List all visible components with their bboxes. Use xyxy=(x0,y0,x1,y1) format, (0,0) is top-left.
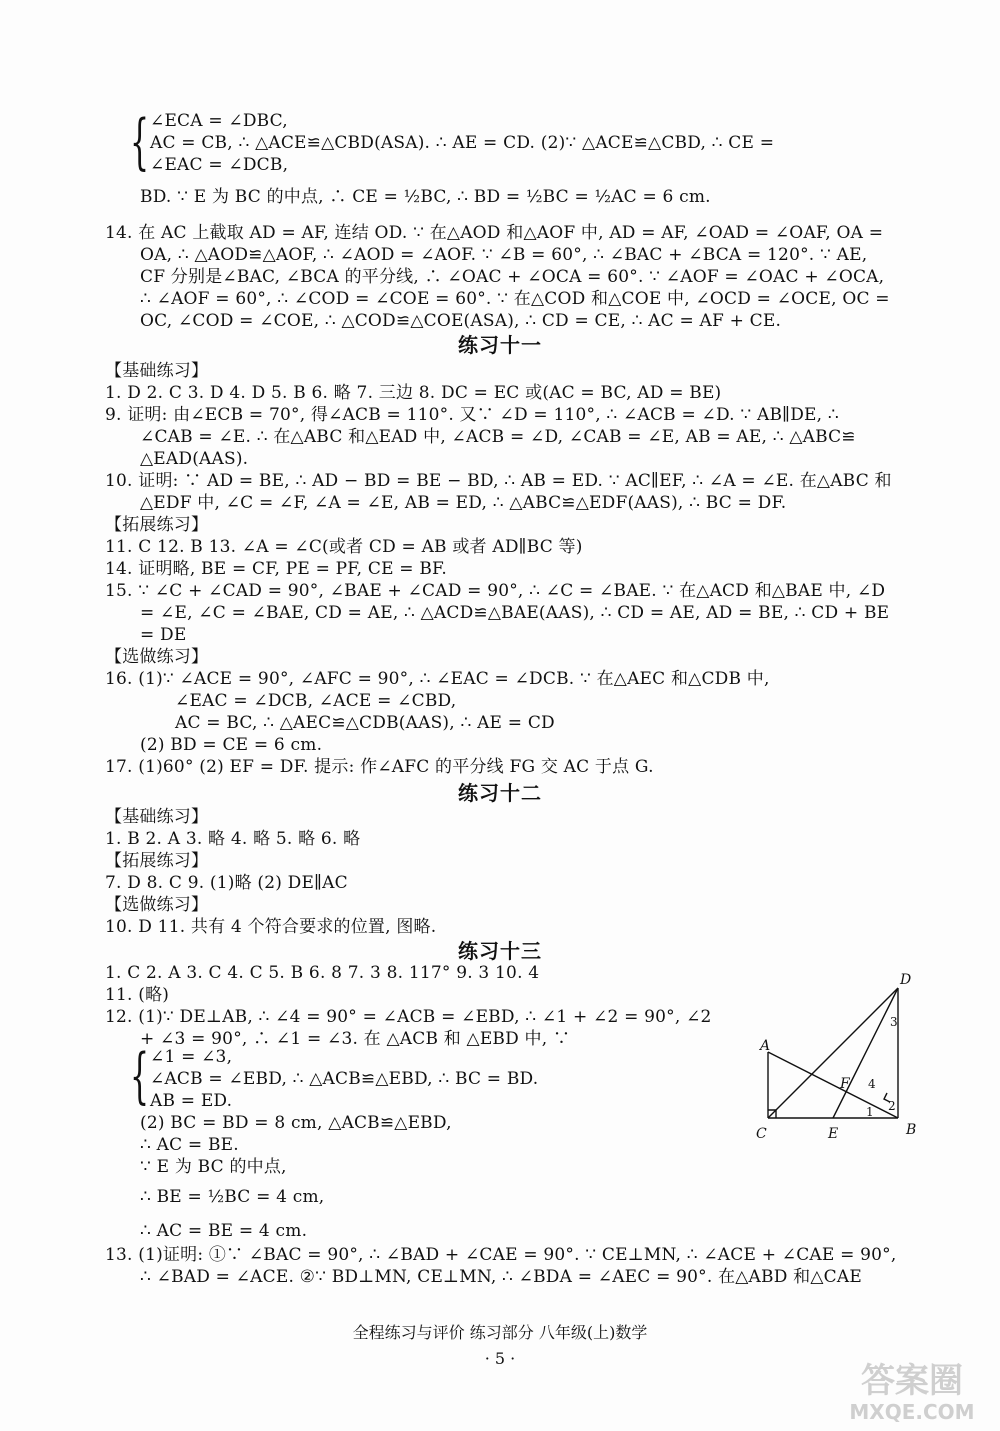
label-f: F xyxy=(840,1076,850,1092)
text-line: 12. (1)∵ DE⊥AB, ∴ ∠4 = 90° = ∠ACB = ∠EBD, ∴ ∠1 + ∠2 = 90°, ∠2 xyxy=(105,1007,712,1027)
subsection-heading: 【拓展练习】 xyxy=(105,515,209,535)
text-line: 15. ∵ ∠C + ∠CAD = 90°, ∠BAE + ∠CAD = 90°, ∴ ∠C = ∠BAE. ∵ 在△ACD 和△BAE 中, ∠D xyxy=(105,581,886,601)
text-line: 14. 证明略, BE = CF, PE = PF, CE = BF. xyxy=(105,559,447,579)
text-line: 10. 证明: ∵ AD = BE, ∴ AD − BD = BE − BD, ∴ AB = ED. ∵ AC∥EF, ∴ ∠A = ∠E. 在△ABC 和 xyxy=(105,471,892,491)
angle-label-3: 3 xyxy=(890,1015,898,1029)
text-line: 11. (略) xyxy=(105,985,170,1005)
text-line: = ∠E, ∠C = ∠BAE, CD = AE, ∴ △ACD≌△BAE(AAS), ∴ CD = AE, AD = BE, ∴ CD + BE xyxy=(140,603,890,623)
text-line: OA, ∴ △AOD≌△AOF, ∴ ∠AOD = ∠AOF. ∵ ∠B = 60°, ∴ ∠BAC + ∠BCA = 120°. ∵ AE, xyxy=(140,245,868,265)
page-number: · 5 · xyxy=(484,1349,516,1368)
label-d: D xyxy=(900,972,912,988)
brace: { xyxy=(130,1041,150,1111)
segment-ab xyxy=(768,1052,898,1118)
text-line: 16. (1)∵ ∠ACE = 90°, ∠AFC = 90°, ∴ ∠EAC = ∠DCB. ∵ 在△AEC 和△CDB 中, xyxy=(105,669,770,689)
text-line: ∴ ∠AOF = 60°, ∴ ∠COD = ∠COE = 60°. ∵ 在△COD 和△COE 中, ∠OCD = ∠OCE, OC = xyxy=(140,289,890,309)
section-title: 练习十一 xyxy=(458,333,542,357)
text-line: ∠EAC = ∠DCB, xyxy=(150,155,289,175)
subsection-heading: 【选做练习】 xyxy=(105,895,209,915)
text-line: 1. D 2. C 3. D 4. D 5. B 6. 略 7. 三边 8. DC = EC 或(AC = BC, AD = BE) xyxy=(105,383,722,403)
section-title: 练习十二 xyxy=(458,781,542,805)
watermark-url: MXQE.COM xyxy=(849,1400,975,1424)
text-line: △EDF 中, ∠C = ∠F, ∠A = ∠E, AB = ED, ∴ △ABC≌△EDF(AAS), ∴ BC = DF. xyxy=(140,493,787,513)
text-line: 17. (1)60° (2) EF = DF. 提示: 作∠AFC 的平分线 FG 交 AC 于点 G. xyxy=(105,757,654,777)
text-line: BD. ∵ E 为 BC 的中点, ∴ CE = ½BC, ∴ BD = ½BC = ½AC = 6 cm. xyxy=(140,187,711,207)
watermark-logo xyxy=(832,1361,992,1423)
text-line: OC, ∠COD = ∠COE, ∴ △COD≌△COE(ASA), ∴ CD = CE, ∴ AC = AF + CE. xyxy=(140,311,782,331)
text-line: ∴ ∠BAD = ∠ACE. ②∵ BD⊥MN, CE⊥MN, ∴ ∠BDA = ∠AEC = 90°. 在△ABD 和△CAE xyxy=(140,1267,862,1287)
footer-book-title: 全程练习与评价 练习部分 八年级(上)数学 xyxy=(352,1323,648,1342)
text-line: ∠CAB = ∠E. ∴ 在△ABC 和△EAD 中, ∠ACB = ∠D, ∠CAB = ∠E, AB = AE, ∴ △ABC≌ xyxy=(140,427,856,447)
text-line: AC = BC, ∴ △AEC≌△CDB(AAS), ∴ AE = CD xyxy=(175,713,555,733)
text-line: 1. C 2. A 3. C 4. C 5. B 6. 8 7. 3 8. 117° 9. 3 10. 4 xyxy=(105,963,540,983)
text-line: 14. 在 AC 上截取 AD = AF, 连结 OD. ∵ 在△AOD 和△AOF 中, AD = AF, ∠OAD = ∠OAF, OA = xyxy=(105,223,884,243)
angle-label-4: 4 xyxy=(868,1077,876,1091)
text-line: AB = ED. xyxy=(150,1091,233,1111)
text-line: (2) BC = BD = 8 cm, △ACB≌△EBD, xyxy=(140,1113,452,1133)
text-line: ∴ AC = BE = 4 cm. xyxy=(140,1221,308,1241)
text-line: ∴ BE = ½BC = 4 cm, xyxy=(140,1187,325,1207)
label-e: E xyxy=(828,1126,839,1142)
segment-cd xyxy=(768,988,898,1118)
brace: { xyxy=(130,107,150,177)
subsection-heading: 【基础练习】 xyxy=(105,807,209,827)
text-line: ∵ E 为 BC 的中点, xyxy=(140,1157,287,1177)
watermark-text: 答案圈 xyxy=(861,1361,963,1401)
subsection-heading: 【拓展练习】 xyxy=(105,851,209,871)
text-line: 10. D 11. 共有 4 个符合要求的位置, 图略. xyxy=(105,917,437,937)
text-line: 7. D 8. C 9. (1)略 (2) DE∥AC xyxy=(105,873,348,893)
geometry-figure xyxy=(748,968,928,1148)
text-line: ∠1 = ∠3, xyxy=(150,1047,233,1067)
text-line: = DE xyxy=(140,625,187,645)
text-line: 13. (1)证明: ①∵ ∠BAC = 90°, ∴ ∠BAD + ∠CAE = 90°. ∵ CE⊥MN, ∴ ∠ACE + ∠CAE = 90°, xyxy=(105,1245,897,1265)
subsection-heading: 【基础练习】 xyxy=(105,361,209,381)
text-line: ∴ AC = BE. xyxy=(140,1135,239,1155)
text-line: (2) BD = CE = 6 cm. xyxy=(140,735,323,755)
label-b: B xyxy=(906,1122,917,1138)
text-line: + ∠3 = 90°, ∴ ∠1 = ∠3. 在 △ACB 和 △EBD 中, ∵ xyxy=(140,1029,571,1049)
text-line: 1. B 2. A 3. 略 4. 略 5. 略 6. 略 xyxy=(105,829,361,849)
text-line: △EAD(AAS). xyxy=(140,449,249,469)
angle-label-1: 1 xyxy=(866,1105,874,1119)
section-title: 练习十三 xyxy=(458,939,542,963)
label-a: A xyxy=(760,1038,771,1054)
subsection-heading: 【选做练习】 xyxy=(105,647,209,667)
text-line: 11. C 12. B 13. ∠A = ∠C(或者 CD = AB 或者 AD∥BC 等) xyxy=(105,537,583,557)
text-line: CF 分别是∠BAC, ∠BCA 的平分线, ∴ ∠OAC + ∠OCA = 60°. ∵ ∠AOF = ∠OAC + ∠OCA, xyxy=(140,267,885,287)
text-line: AC = CB, ∴ △ACE≌△CBD(ASA). ∴ AE = CD. (2)∵ △ACE≌△CBD, ∴ CE = xyxy=(150,133,775,153)
text-line: ∠ECA = ∠DBC, xyxy=(150,111,288,131)
text-line: ∠EAC = ∠DCB, ∠ACE = ∠CBD, xyxy=(175,691,457,711)
text-line: 9. 证明: 由∠ECB = 70°, 得∠ACB = 110°. 又∵ ∠D = 110°, ∴ ∠ACB = ∠D. ∵ AB∥DE, ∴ xyxy=(105,405,839,425)
text-line: ∠ACB = ∠EBD, ∴ △ACB≌△EBD, ∴ BC = BD. xyxy=(150,1069,539,1089)
angle-label-2: 2 xyxy=(888,1099,896,1113)
label-c: C xyxy=(756,1126,767,1142)
